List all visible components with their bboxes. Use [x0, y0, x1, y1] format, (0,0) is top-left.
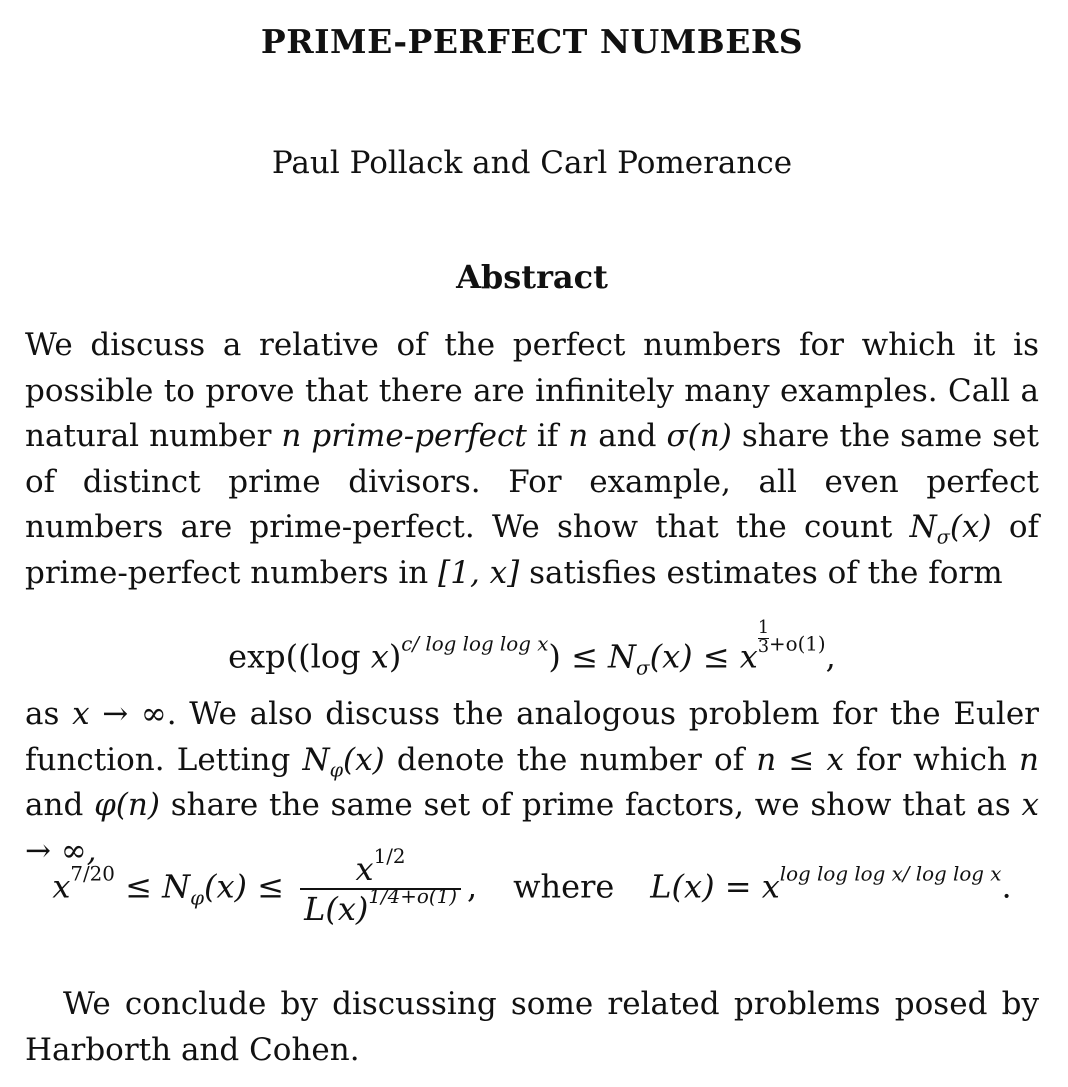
abstract-paragraph-3: We conclude by discussing some related problems posed by Harborth and Cohen. [25, 986, 1039, 1068]
abstract-paragraph-1: We discuss a relative of the perfect numbers for which it is possible to prove that there are infinitely many examples. Call a natural number n prime-perfect if n and σ(n) share the same set of distinct prime divisors. For example, all even perfect numbers are prime-perfect. We show that the count $N_\sigma(x)$ of prime-perfect numbers in [1, x] satisfies estimates of the form [25, 327, 1039, 591]
abstract-heading: Abstract [456, 258, 608, 296]
paper-authors: Paul Pollack and Carl Pomerance [271, 145, 793, 181]
paper-title: PRIME-PERFECT NUMBERS [260, 22, 804, 61]
equation-sigma-bounds: exp((log $x)^{c/ log log log x}) \le N_\sigma(x) \le x$ $\frac{1}{3}$ $^{+o(1)}$, [228, 618, 836, 680]
abstract-paragraph-2: as x → ∞. We also discuss the analogous problem for the Euler function. Letting $N_\varphi(x)$ denote the number of n ≤ x for which n and φ(n) share the same set of prime factors, we show that as x → ∞, [25, 696, 1040, 869]
exponent-fraction: $\frac{1}{3}$ [757, 618, 770, 657]
fraction: $\frac{x^{1/2}}{L(x)^{1/4+o(1)}}$ [300, 850, 461, 928]
equation-phi-bounds: $x^{7/20} \le N_\varphi(x)$ ≤ $\frac{x^{1/2}}{L(x)^{1/4+o(1)}}$ , where $L(x) = x^{log log log x/ log log x}$. [52, 845, 1012, 928]
